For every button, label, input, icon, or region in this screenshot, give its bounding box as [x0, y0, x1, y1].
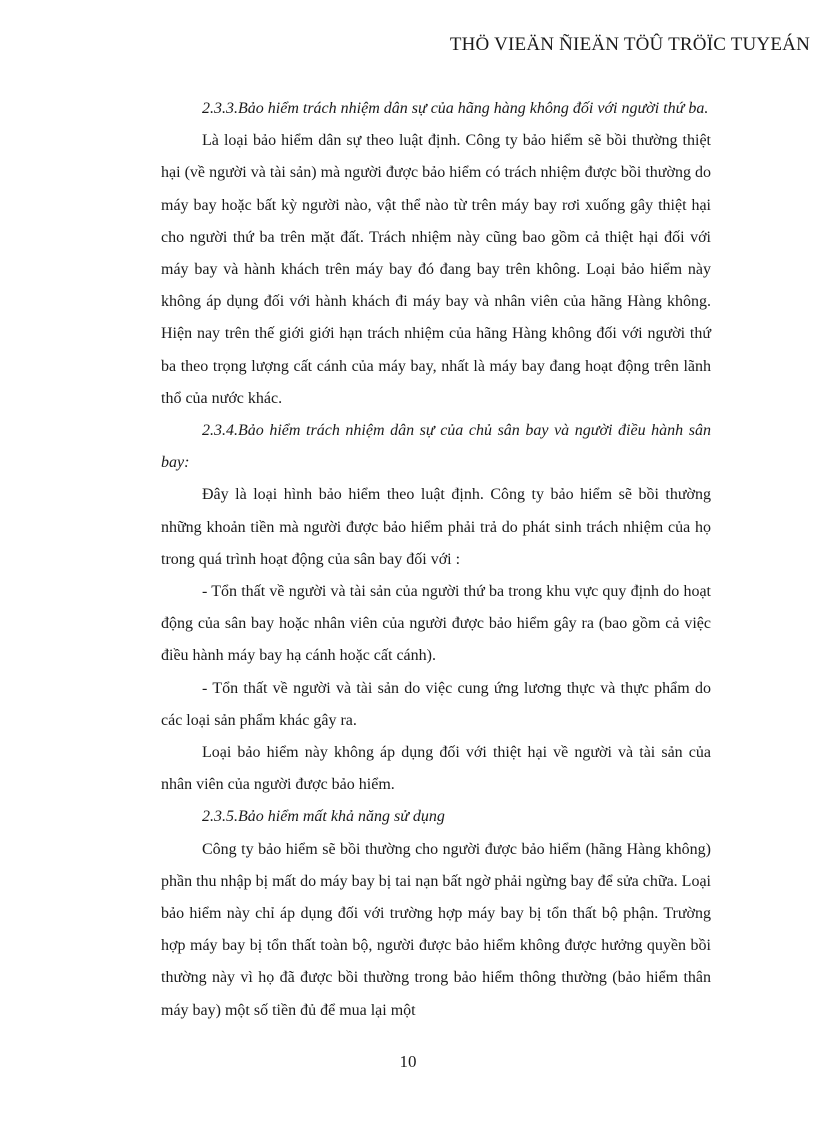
page-number: 10	[399, 1052, 417, 1071]
body-paragraph: Là loại bảo hiểm dân sự theo luật định. Công ty bảo hiểm sẽ bồi thường thiệt hại (về người và tài sản) mà người được bảo hiểm có trách nhiệm được bồi thường do máy bay hoặc bất kỳ người nào, vật thể nào từ trên máy bay rơi xuống gây thiệt hại cho người thứ ba trên mặt đất. Trách nhiệm này cũng bao gồm cả thiệt hại đối với máy bay và hành khách trên máy bay đó đang bay trên không. Loại bảo hiểm này không áp dụng đối với hành khách đi máy bay và nhân viên của hãng Hàng không. Hiện nay trên thế giới giới hạn trách nhiệm của hãng Hàng không đối với người thứ ba theo trọng lượng cất cánh của máy bay, nhất là máy bay đang hoạt động trên lãnh thổ của nước khác.	[161, 132, 711, 407]
body-paragraph: Đây là loại hình bảo hiểm theo luật định. Công ty bảo hiểm sẽ bồi thường những khoản tiền mà người được bảo hiểm phải trả do phát sinh trách nhiệm của họ trong quá trình hoạt động của sân bay đối với :	[161, 486, 711, 568]
section-heading: 2.3.3.Bảo hiểm trách nhiệm dân sự của hãng hàng không đối với người thứ ba.	[202, 100, 709, 117]
page-header: THÖ VIEÄN ÑIEÄN TÖÛ TRÖÏC TUYEÁN	[449, 34, 810, 55]
section-heading: 2.3.5.Bảo hiểm mất khả năng sử dụng	[202, 808, 445, 826]
page-body	[161, 93, 711, 1027]
body-paragraph: Loại bảo hiểm này không áp dụng đối với thiệt hại về người và tài sản của nhân viên của người được bảo hiểm.	[161, 744, 711, 794]
section-heading: 2.3.4.Bảo hiểm trách nhiệm dân sự của chủ sân bay và người điều hành sân bay:	[161, 422, 711, 472]
list-item: - Tổn thất về người và tài sản của người thứ ba trong khu vực quy định do hoạt động của sân bay hoặc nhân viên của người được bảo hiểm gây ra (bao gồm cả việc điều hành máy bay hạ cánh hoặc cất cánh).	[161, 583, 711, 665]
list-item: - Tổn thất về người và tài sản do việc cung ứng lương thực và thực phẩm do các loại sản phẩm khác gây ra.	[161, 679, 711, 729]
body-paragraph: Công ty bảo hiểm sẽ bồi thường cho người được bảo hiểm (hãng Hàng không) phần thu nhập bị mất do máy bay bị tai nạn bất ngờ phải ngừng bay để sửa chữa. Loại bảo hiểm này chỉ áp dụng đối với trường hợp máy bay bị tổn thất bộ phận. Trường hợp máy bay bị tổn thất toàn bộ, người được bảo hiểm không được hưởng quyền bồi thường này vì họ đã được bồi thường trong bảo hiểm thông thường (bảo hiểm thân máy bay) một số tiền đủ để mua lại một	[161, 840, 711, 1019]
